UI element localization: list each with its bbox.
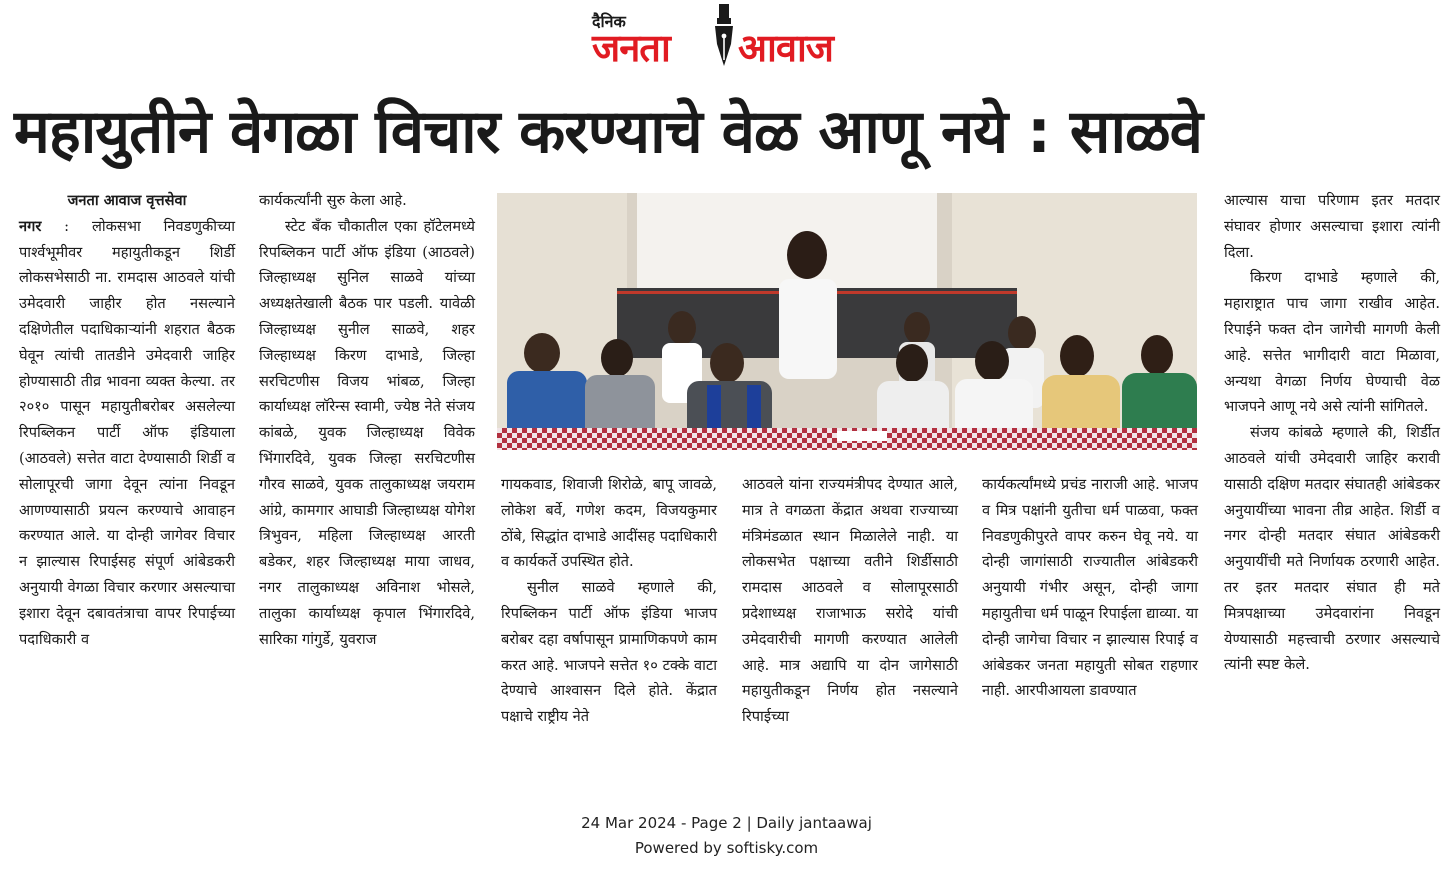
byline: जनता आवाज वृत्तसेवा <box>67 192 187 209</box>
column-6-paragraph-1: आल्यास याचा परिणाम इतर मतदार संघावर होणार असल्याचा इशारा त्यांनी दिला. <box>1224 192 1440 261</box>
article-column-4 <box>742 472 958 730</box>
article-column-3 <box>501 472 717 730</box>
article-column-5 <box>982 472 1198 704</box>
article-column-6 <box>1224 188 1440 678</box>
column-2-paragraph-1: कार्यकर्त्यांनी सुरु केला आहे. <box>259 192 407 209</box>
meeting-photo-image <box>497 193 1197 450</box>
page-footer-date: 24 Mar 2024 - Page 2 | Daily jantaawaj <box>581 814 872 832</box>
column-1-text: लोकसभा निवडणुकीच्या पार्श्वभूमीवर महायुतीकडून शिर्डी लोकसभेसाठी ना. रामदास आठवले यांची उमेदवारी जाहीर होत नसल्याने दक्षिणेतील पदाधिकाऱ्यांनी शहरात बैठक घेवून त्यांची तातडीने उमेदवारी जाहिर होण्यासाठी तीव्र भावना व्यक्त केल्या. तर २०१० पासून महायुतीबरोबर असलेल्या रिपब्लिकन पार्टी ऑफ इंडियाला (आठवले) सत्तेत वाटा देण्यासाठी शिर्डी व सोलापूरची जागा देवून त्यांना निवडून आणण्यासाठी प्रयत्न करण्याचे आवाहन करण्यात आले. या दोन्ही जागेवर विचार न झाल्यास रिपाईसह संपूर्ण आंबेडकरी अनुयायी वेगळा विचार करणार असल्याचा इशारा देवून दबावतंत्राचा वापर रिपाईच्या पदाधिकारी व <box>19 217 235 648</box>
column-4-paragraph: आठवले यांना राज्यमंत्रीपद देण्यात आले, मात्र ते वगळता केंद्रात अथवा राज्याच्या मंत्रिमंडळात स्थान मिळालेले नाही. या लोकसभेत पक्षाच्या वतीने शिर्डीसाठी रामदास आठवले व सोलापूरसाठी प्रदेशाध्यक्ष राजाभाऊ सरोदे यांची उमेदवारीची मागणी करण्यात आलेली आहे. मात्र अद्यापि या दोन जागेसाठी महायुतीकडून निर्णय होत नसल्याने रिपाईच्या <box>742 476 958 726</box>
column-6-paragraph-3: संजय कांबळे म्हणाले की, शिर्डीत आठवले यांची उमेदवारी जाहिर करावी यासाठी दक्षिण मतदार संघातही आंबेडकर अनुयायींच्या भावना तीव्र आहेत. शिर्डी व नगर दोन्ही मतदार संघात आंबेडकरी अनुयायींची मते निर्णायक ठरणारी आहेत. तर इतर मतदार संघात ही मते मित्रपक्षाच्या उमेदवारांना निवडून येण्यासाठी महत्त्वाची ठरणार असल्याचे त्यांनी स्पष्ट केले. <box>1224 424 1440 674</box>
column-3-paragraph-2: सुनील साळवे म्हणाले की, रिपब्लिकन पार्टी ऑफ इंडिया भाजप बरोबर दहा वर्षापासून प्रामाणिकपणे काम करत आहे. भाजपने सत्तेत १० टक्के वाटा देण्याचे आश्वासन दिले होते. केंद्रात पक्षाचे राष्ट्रीय नेते <box>501 579 717 726</box>
masthead <box>0 0 1453 80</box>
article-headline: महायुतीने वेगळा विचार करण्याचे वेळ आणू नये : साळवे <box>14 97 1202 167</box>
masthead-word-awaj: आवाज <box>738 26 834 70</box>
column-6-paragraph-2: किरण दाभाडे म्हणाले की, महाराष्ट्रात पाच जागा राखीव आहेत. रिपाईने फक्त दोन जागेची मागणी केली आहे. सत्तेत भागीदारी वाटा मिळावा, अन्यथा वेगळा निर्णय घेण्याची वेळ भाजपने आणू नये असे त्यांनी सांगितले. <box>1224 269 1440 416</box>
masthead-word-janata: जनता <box>592 26 670 70</box>
article-column-2 <box>259 188 475 652</box>
meeting-photo <box>497 193 1197 450</box>
column-5-paragraph: कार्यकर्त्यांमध्ये प्रचंड नाराजी आहे. भाजप व मित्र पक्षांनी युतीचा धर्म पाळवा, फक्त निवडणुकीपुरते वापर करुन घेवू नये. या दोन्ही जागांसाठी राज्यातील आंबेडकरी अनुयायी गंभीर असून, दोन्ही जागा महायुतीचा धर्म पाळून रिपाईला द्याव्या. या दोन्ही जागेचा विचार न झाल्यास रिपाई व आंबेडकर जनता महायुती सोबत राहणार नाही. आरपीआयला डावण्यात <box>982 476 1198 700</box>
column-2-paragraph-2: स्टेट बँक चौकातील एका हॉटेलमध्ये रिपब्लिकन पार्टी ऑफ इंडिया (आठवले) जिल्हाध्यक्ष सुनिल साळवे यांच्या अध्यक्षतेखाली बैठक पार पडली. यावेळी जिल्हाध्यक्ष सुनील साळवे, शहर जिल्हाध्यक्ष किरण दाभाडे, जिल्हा सरचिटणीस विजय भांबळ, जिल्हा कार्याध्यक्ष लॉरेन्स स्वामी, ज्येष्ठ नेते संजय कांबळे, युवक जिल्हाध्यक्ष विवेक भिंगारदिवे, युवक जिल्हा सरचिटणीस गौरव साळवे, युवक तालुकाध्यक्ष जयराम आंग्रे, कामगार आघाडी जिल्हाध्यक्ष योगेश त्रिभुवन, महिला जिल्हाध्यक्ष आरती बडेकर, शहर जिल्हाध्यक्ष माया जाधव, नगर तालुकाध्यक्ष अविनाश भोसले, तालुका कार्याध्यक्ष कृपाल भिंगारदिवे, सारिका गांगुर्डे, युवराज <box>259 217 475 648</box>
column-3-paragraph-1: गायकवाड, शिवाजी शिरोळे, बापू जावळे, लोकेश बर्वे, गणेश कदम, विजयकुमार ठोंबे, सिद्धांत दाभाडे आदींसह पदाधिकारी व कार्यकर्ते उपस्थित होते. <box>501 476 717 571</box>
page-footer-credit[interactable]: Powered by softisky.com <box>634 839 819 857</box>
dateline: नगर <box>19 217 42 235</box>
masthead-daily-label: दैनिक <box>592 12 626 31</box>
article-column-1: जनता आवाज वृत्तसेवा नगर : लोकसभा निवडणुकीच्या पार्श्वभूमीवर महायुतीकडून शिर्डी लोकसभेसाठी ना. रामदास आठवले यांची उमेदवारी जाहीर होत नसल्याने दक्षिणेतील पदाधिकाऱ्यांनी शहरात बैठक घेवून त्यांची तातडीने उमेदवारी जाहिर होण्यासाठी तीव्र भावना व्यक्त केल्या. तर २०१० पासून महायुतीबरोबर असलेल्या रिपब्लिकन पार्टी ऑफ इंडियाला (आठवले) सत्तेत वाटा देण्यासाठी शिर्डी व सोलापूरची जागा देवून त्यांना निवडून आणण्यासाठी प्रयत्न करण्याचे आवाहन करण्यात आले. या दोन्ही जागेवर विचार न झाल्यास रिपाईसह संपूर्ण आंबेडकरी अनुयायी वेगळा विचार करणार असल्याचा इशारा देवून दबावतंत्राचा वापर रिपाईच्या पदाधिकारी व <box>19 188 235 652</box>
pen-nib-icon <box>711 4 737 68</box>
